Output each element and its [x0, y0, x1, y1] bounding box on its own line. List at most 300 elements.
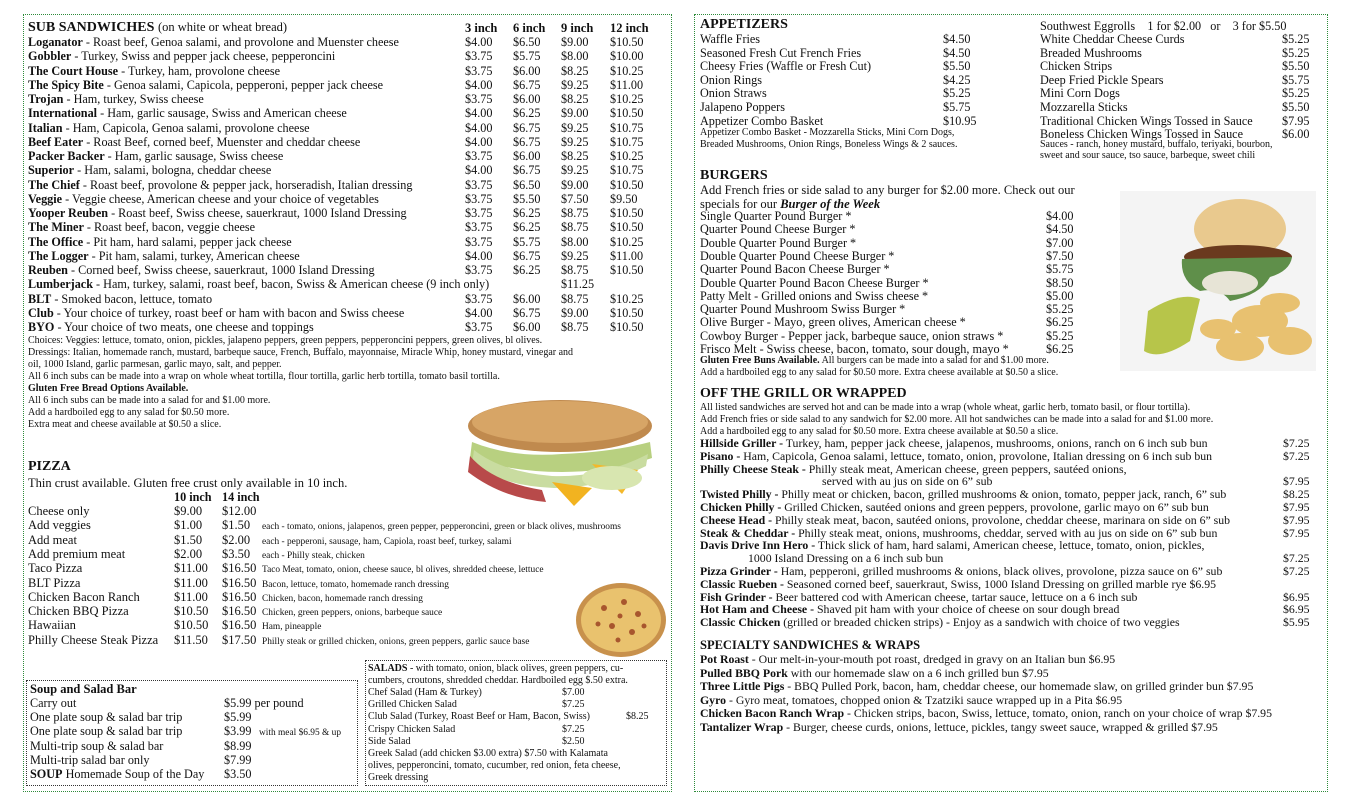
- sub-item-price: $4.00: [465, 77, 493, 92]
- sub-item-price: $8.75: [561, 263, 589, 277]
- burger-name: Double Quarter Pound Cheese Burger *: [700, 248, 895, 263]
- sub-item-price: $3.75: [465, 220, 493, 235]
- pizza-item-name: Add veggies: [28, 518, 91, 533]
- sub-item-price: $11.00: [610, 248, 644, 263]
- greek-salad-3: Greek dressing: [368, 772, 429, 783]
- pizza-item-name: Cheese only: [28, 504, 90, 518]
- soup-item-price: $8.99: [224, 738, 252, 753]
- appetizer-name: Deep Fried Pickle Spears: [1040, 72, 1164, 87]
- specialty-item: [700, 720, 1218, 734]
- appetizer-price: $5.50: [1282, 59, 1310, 74]
- grill-item-desc: Shaved pit ham with your choice of cheese on sour dough bread: [814, 602, 1120, 617]
- burger-price: $5.75: [1046, 262, 1074, 277]
- specialty-item-name: Three Little Pigs: [700, 679, 785, 694]
- appetizer-price: $5.25: [1282, 45, 1310, 60]
- subs-size-3: 12 inch: [610, 21, 649, 35]
- pizza-item-desc: Ham, pineapple: [262, 622, 322, 633]
- pizza-photo: [574, 580, 668, 660]
- grill-item-name: Pisano -: [700, 448, 741, 463]
- pizza-item-price-10: $10.50: [174, 604, 209, 619]
- sub-item-price: $10.00: [610, 49, 644, 64]
- sub-item: [28, 249, 300, 263]
- sub-item-name: The Court House: [28, 63, 119, 78]
- grill-item-name: Fish Grinder -: [700, 589, 773, 604]
- burger-price: $5.25: [1046, 302, 1074, 317]
- sub-item-desc: - Roast beef, Genoa salami, and provolone and Muenster cheese: [82, 35, 399, 49]
- grill-note: All listed sandwiches are served hot and can be made into a wrap (whole wheat, garlic herb, tomato basil, or flour tortilla).: [700, 402, 1191, 413]
- appetizer-name: Chicken Strips: [1040, 59, 1113, 74]
- greek-salad-1: Greek Salad (add chicken $3.00 extra) $7.50 with Kalamata: [368, 748, 608, 759]
- sub-item-name: BLT: [28, 291, 52, 306]
- sub-item: [28, 163, 271, 177]
- grill-item-name: Philly Cheese Steak -: [700, 461, 806, 476]
- soup-bold: SOUP: [30, 767, 63, 781]
- sub-item-price: $6.75: [513, 305, 541, 320]
- subs-header: [28, 19, 287, 36]
- pizza-item-desc: Philly steak or grilled chicken, onions, green peppers, garlic sauce base: [262, 636, 530, 647]
- appetizer-price: $10.95: [943, 113, 977, 128]
- grill-item-desc: 1000 Island Dressing on a 6 inch sub bun: [748, 551, 944, 566]
- burger-name: Quarter Pound Cheese Burger *: [700, 222, 856, 237]
- pizza-item-price-14: $16.50: [222, 589, 257, 604]
- grill-item-price: $6.95: [1283, 589, 1310, 604]
- southwest-eggrolls: Southwest Eggrolls 1 for $2.00 or 3 for $5.50: [1040, 19, 1287, 33]
- soup-item-price: $7.99: [224, 752, 252, 767]
- appetizer-name: Mini Corn Dogs: [1040, 86, 1120, 101]
- sub-item-price: $3.75: [465, 291, 493, 306]
- grill-item-desc: served with au jus on side on 6” sub: [822, 474, 993, 489]
- sub-item-price: $3.75: [465, 234, 493, 249]
- salad-item-name: Chef Salad (Ham & Turkey): [368, 687, 482, 698]
- sub-item-price: $3.75: [465, 320, 493, 334]
- salads-title: SALADS: [368, 663, 408, 674]
- sub-item-name: The Spicy Bite: [28, 77, 104, 92]
- appetizer-name: Seasoned Fresh Cut French Fries: [700, 45, 862, 60]
- grill-item-desc: Philly steak meat, bacon, sautéed onions, provolone, cheddar cheese, marinara on side on 6” sub: [772, 512, 1231, 527]
- grill-item-name: Steak & Cheddar -: [700, 525, 796, 540]
- salad-item-name: Side Salad: [368, 735, 411, 747]
- pizza-item-price-14: $16.50: [222, 575, 257, 590]
- sub-item-price: $10.50: [610, 220, 644, 235]
- sub-item-price: $10.25: [610, 291, 644, 306]
- pizza-item-price-10: $1.50: [174, 532, 203, 547]
- grill-item-name: Hot Ham and Cheese -: [700, 602, 815, 617]
- pizza-item-price-10: $1.00: [174, 518, 203, 533]
- sauce-note-1: Sauces - ranch, honey mustard, buffalo, teriyaki, bourbon,: [1040, 139, 1273, 150]
- appetizer-price: $5.50: [943, 59, 971, 74]
- specialty-item-name: Pulled BBQ Pork: [700, 665, 788, 680]
- appetizer-name: Onion Straws: [700, 86, 767, 101]
- burger-price: $7.00: [1046, 235, 1074, 250]
- sub-item: [28, 178, 412, 192]
- subs-note: oil, 1000 Island, garlic parmesan, garlic mayo, salt, and pepper.: [28, 359, 282, 370]
- pizza-title: PIZZA: [28, 459, 71, 474]
- grill-item-name: Twisted Philly -: [700, 487, 779, 502]
- sub-item-desc: - Pit ham, salami, turkey, American cheese: [88, 248, 300, 263]
- pizza-item-price-14: $1.50: [222, 518, 251, 533]
- sub-item-price: $8.25: [561, 92, 589, 106]
- sub-item-price: $4.00: [465, 163, 493, 178]
- pizza-item-name: Chicken BBQ Pizza: [28, 604, 129, 619]
- salads-intro-2: cumbers, croutons, shredded cheddar. Hardboiled egg $.50 extra.: [368, 675, 628, 686]
- sub-item-price: $10.50: [610, 177, 644, 192]
- grill-item-price: $8.25: [1283, 487, 1310, 502]
- appetizer-name: Onion Rings: [700, 72, 762, 87]
- soup-title: Soup and Salad Bar: [30, 682, 137, 696]
- salads-intro-1: - with tomato, onion, black olives, green peppers, cu-: [407, 663, 624, 674]
- grill-note: Add a hardboiled egg to any salad for $0.50 more. Extra cheese available at $0.50 a slice.: [700, 426, 1059, 438]
- grill-item-name: Chicken Philly -: [700, 500, 782, 514]
- pizza-item-desc: Chicken, bacon, homemade ranch dressing: [262, 593, 423, 604]
- specialty-item-name: Tantalizer Wrap: [700, 720, 784, 734]
- sub-item-desc: - Pit ham, hard salami, pepper jack cheese: [83, 234, 292, 249]
- sub-item-price: $6.00: [513, 63, 541, 78]
- sub-item-name: Veggie: [28, 191, 63, 206]
- burger-name: Patty Melt - Grilled onions and Swiss cheese *: [700, 288, 929, 303]
- sub-item-price: $8.25: [561, 63, 589, 78]
- sub-item-price: $8.75: [561, 320, 589, 334]
- specialty-item-name: Pot Roast: [700, 652, 749, 666]
- sub-item: [28, 320, 314, 334]
- sub-item-price: $10.25: [610, 92, 644, 106]
- sub-item-desc: - Roast beef, bacon, veggie cheese: [83, 220, 256, 235]
- sub-item-name: Packer Backer: [28, 149, 105, 163]
- grill-item-desc: Philly steak meat, American cheese, green peppers, sautéed onions,: [805, 461, 1127, 476]
- grill-item-name: Classic Chicken: [700, 615, 781, 630]
- sub-item: [28, 292, 212, 306]
- burger-name: Quarter Pound Mushroom Swiss Burger *: [700, 302, 906, 317]
- appetizer-name: White Cheddar Cheese Curds: [1040, 32, 1185, 46]
- grill-item-desc: Ham, pepperoni, grilled mushrooms & onions, black olives, provolone, pizza sauce on 6” sub: [777, 564, 1223, 578]
- grill-item-name: Cheese Head -: [700, 512, 773, 527]
- burger-price: $5.00: [1046, 288, 1074, 303]
- sub-item-price: $6.75: [513, 248, 541, 263]
- sub-item-price: $9.00: [561, 177, 589, 192]
- sub-item-price: $8.75: [561, 220, 589, 235]
- appetizer-name: Boneless Chicken Wings Tossed in Sauce: [1040, 127, 1244, 142]
- sub-item-name: Gobbler: [28, 49, 72, 64]
- pizza-size-14: 14 inch: [222, 490, 260, 504]
- appetizer-price: $4.50: [943, 45, 971, 60]
- sub-item-desc: - Your choice of turkey, roast beef or ham with bacon and Swiss cheese: [53, 305, 405, 320]
- sub-item-price: $10.50: [610, 320, 644, 334]
- sub-item-name: Superior: [28, 163, 75, 178]
- salad-item-price: $7.25: [562, 699, 585, 711]
- sub-item-price: $4.00: [465, 305, 493, 320]
- sub-item-price: $10.50: [610, 206, 644, 220]
- sub-item: [28, 106, 347, 120]
- appetizer-price: $5.50: [1282, 100, 1310, 114]
- sub-item-price: $6.00: [513, 320, 541, 334]
- grill-item-name: Hillside Griller -: [700, 436, 784, 450]
- burger-price: $4.50: [1046, 222, 1074, 237]
- soup-item-price: $5.99: [224, 710, 252, 725]
- sub-item: [28, 192, 379, 206]
- burger-name: Quarter Pound Bacon Cheese Burger *: [700, 262, 890, 277]
- sauce-note-2: sweet and sour sauce, tso sauce, barbeque, sweet chili: [1040, 150, 1256, 161]
- grill-item-desc: Philly steak meat, onions, mushrooms, cheddar, served with au jus on side on 6” sub bun: [795, 525, 1218, 540]
- pizza-item-price-14: $2.00: [222, 532, 251, 547]
- sub-item-price: $5.75: [513, 234, 541, 249]
- sub-item-desc: - Roast beef, provolone & pepper jack, horseradish, Italian dressing: [79, 177, 413, 192]
- sub-item: [28, 49, 335, 63]
- sub-item-price: $6.50: [513, 177, 541, 192]
- subs-size-1: 6 inch: [513, 21, 546, 35]
- sub-item-desc: - Corned beef, Swiss cheese, sauerkraut, 1000 Island Dressing: [67, 263, 375, 277]
- salad-item-price: $2.50: [562, 735, 585, 747]
- soup-item-price: $5.99 per pound: [224, 696, 304, 710]
- pizza-item-price-10: $11.00: [174, 589, 208, 604]
- grill-item-desc: Thick slick of ham, hard salami, American cheese, lettuce, tomato, onion, pickles,: [815, 538, 1205, 553]
- burger-name: Frisco Melt - Swiss cheese, bacon, tomato, sour dough, mayo *: [700, 342, 1009, 356]
- sub-item: [28, 206, 407, 220]
- sub-item-price: $6.75: [513, 134, 541, 149]
- pizza-item-price-10: $11.50: [174, 632, 208, 647]
- specialty-item-name: Gyro: [700, 692, 726, 707]
- burger-price: $7.50: [1046, 248, 1074, 263]
- grill-item-desc: Beer battered cod with American cheese, tartar sauce, lettuce on a 6 inch sub: [772, 589, 1138, 604]
- gluten-note: All 6 inch subs can be made into a salad for and $1.00 more.: [28, 395, 271, 406]
- grill-item-price: $7.95: [1283, 500, 1310, 514]
- grill-item-desc: Seasoned corned beef, sauerkraut, Swiss, 1000 Island Dressing on grilled marble rye $6.95: [783, 576, 1217, 591]
- burgers-egg-note: Add a hardboiled egg to any salad for $0.50 more. Extra cheese available at $0.50 a slice.: [700, 367, 1059, 378]
- burgers-title: BURGERS: [700, 168, 768, 183]
- sub-item: [28, 35, 399, 49]
- sub-item-price: $10.75: [610, 120, 644, 135]
- sub-item-name: The Office: [28, 234, 84, 249]
- sub-item-price: $6.75: [513, 120, 541, 135]
- sub-item-price: $8.00: [561, 234, 589, 249]
- specialty-item-name: Chicken Bacon Ranch Wrap: [700, 706, 845, 721]
- sub-item-name: Trojan: [28, 92, 64, 106]
- burger-price: $4.00: [1046, 209, 1074, 223]
- grill-item-price: $5.95: [1283, 615, 1310, 630]
- sub-item-price: $8.00: [561, 49, 589, 64]
- sub-item-name: Yooper Reuben: [28, 206, 109, 220]
- sub-item-desc: - Smoked bacon, lettuce, tomato: [51, 291, 213, 306]
- grill-item-name: Pizza Grinder -: [700, 564, 778, 578]
- sub-item-price: $10.25: [610, 234, 644, 249]
- sub-item-price: $4.00: [465, 248, 493, 263]
- sub-item-price: $6.25: [513, 263, 541, 277]
- burgers-intro-1: Add French fries or side salad to any burger for $2.00 more. Check out our: [700, 183, 1075, 197]
- grill-item: [700, 616, 1180, 629]
- sub-item: [28, 263, 375, 277]
- sub-item-price: $6.25: [513, 106, 541, 121]
- pizza-item-desc: Bacon, lettuce, tomato, homemade ranch dressing: [262, 579, 449, 590]
- sub-item-name: Beef Eater: [28, 134, 84, 149]
- pizza-item-price-14: $17.50: [222, 632, 257, 647]
- sub-item-price: $10.50: [610, 35, 644, 49]
- burgers-gf-rest: All burgers can be made into a salad for and $1.00 more.: [819, 355, 1049, 366]
- sub-item-price: $5.50: [513, 191, 541, 206]
- pizza-size-10: 10 inch: [174, 490, 212, 504]
- sub-sandwich-photo: [462, 392, 656, 508]
- specialty-item-desc: - Gyro meat, tomatoes, chopped onion & Tzatziki sauce wrapped up in a Pita $6.95: [726, 692, 1123, 707]
- sub-item-price: $3.75: [465, 49, 493, 64]
- burger-name: Olive Burger - Mayo, green olives, American cheese *: [700, 315, 966, 330]
- sub-item-price: $9.50: [610, 191, 638, 206]
- sub-item-price: $9.25: [561, 163, 589, 178]
- grill-note: Add French fries or side salad to any sandwich for $2.00 more. All hot sandwiches can be made into a salad for and $1.00 more.: [700, 414, 1214, 426]
- sub-item-price: $7.50: [561, 191, 589, 206]
- sub-item-price: $4.00: [465, 134, 493, 149]
- soup-of-the-day-price: $3.50: [224, 767, 252, 781]
- burger-name: Double Quarter Pound Bacon Cheese Burger *: [700, 275, 929, 290]
- sub-item-price: $3.75: [465, 63, 493, 78]
- sub-item-price: $4.00: [465, 35, 493, 49]
- appetizer-name: Waffle Fries: [700, 32, 761, 46]
- sub-item-price: $8.75: [561, 206, 589, 220]
- sub-item-desc: - Ham, garlic sausage, Swiss cheese: [104, 149, 284, 163]
- specialty-item-desc: - Burger, cheese curds, onions, lettuce, pickles, tangy sweet sauce, wrapped & grilled $7.95: [783, 720, 1218, 734]
- appetizer-name: Traditional Chicken Wings Tossed in Sauce: [1040, 113, 1253, 128]
- appetizer-name: Breaded Mushrooms: [1040, 45, 1142, 60]
- sub-item-name: The Miner: [28, 220, 84, 235]
- grill-item-price: $7.25: [1283, 564, 1310, 578]
- sub-item-price: $9.25: [561, 120, 589, 135]
- pizza-item-name: Taco Pizza: [28, 561, 83, 576]
- pizza-item-name: Add premium meat: [28, 546, 126, 561]
- grill-item-desc: Grilled Chicken, sautéed onions and green peppers, provolone, garlic mayo on 6” sub bun: [781, 500, 1209, 514]
- pizza-item-desc: each - Philly steak, chicken: [262, 550, 365, 561]
- pizza-item-price-14: $16.50: [222, 561, 257, 576]
- appetizer-price: $5.25: [1282, 86, 1310, 101]
- specialty-item-desc: with our homemade slaw on a 6 inch grilled bun $7.95: [787, 665, 1049, 680]
- appetizer-price: $5.75: [1282, 72, 1310, 87]
- pizza-item-name: Hawaiian: [28, 618, 76, 633]
- specialty-title: SPECIALTY SANDWICHES & WRAPS: [700, 638, 921, 652]
- sub-item-name: Reuben: [28, 263, 68, 277]
- specialty-item: [700, 652, 1115, 666]
- sub-item: [28, 121, 310, 135]
- appetizer-price: $4.25: [943, 72, 971, 87]
- burger-of-the-week: Burger of the Week: [780, 197, 881, 211]
- pizza-item-price-10: $11.00: [174, 575, 208, 590]
- gluten-note: Extra meat and cheese available at $0.50 a slice.: [28, 419, 222, 430]
- burger-name: Double Quarter Pound Burger *: [700, 235, 857, 250]
- sub-item-price: $10.50: [610, 263, 644, 277]
- appetizer-name: Jalapeno Poppers: [700, 100, 785, 114]
- subs-title-note: (on white or wheat bread): [157, 20, 288, 34]
- pizza-item-price-10: $10.50: [174, 618, 209, 633]
- burger-photo: [1120, 191, 1316, 371]
- subs-title: SUB SANDWICHES: [28, 20, 155, 35]
- specialty-item: [700, 693, 1122, 707]
- grill-item-name: Davis Drive Inn Hero -: [700, 538, 816, 553]
- sub-item-price: $10.50: [610, 106, 644, 121]
- specialty-item: [700, 706, 1272, 720]
- sub-item-name: BYO: [28, 320, 55, 334]
- sub-item-desc: - Ham, turkey, salami, roast beef, bacon, Swiss & American cheese (9 inch only): [93, 277, 490, 292]
- sub-item-desc: - Roast beef, Swiss cheese, sauerkraut, 1000 Island Dressing: [108, 206, 407, 220]
- sub-item: [28, 277, 489, 291]
- grill-item-price: $7.95: [1283, 474, 1310, 489]
- pizza-item-name: Chicken Bacon Ranch: [28, 589, 140, 604]
- sub-item-price: $3.75: [465, 149, 493, 163]
- sub-item-desc: - Turkey, ham, provolone cheese: [118, 63, 281, 78]
- specialty-item: [700, 679, 1253, 693]
- burger-price: $5.25: [1046, 328, 1074, 343]
- soup-of-the-day: [30, 767, 204, 781]
- grill-item-price: $7.25: [1283, 436, 1310, 450]
- appetizer-name: Mozzarella Sticks: [1040, 100, 1128, 114]
- sub-item: [28, 235, 292, 249]
- sub-item-price: $9.25: [561, 248, 589, 263]
- salads-intro: [368, 663, 623, 675]
- grill-item-desc: Philly meat or chicken, bacon, grilled mushrooms & onion, tomato, pepper jack, ranch, 6” sub: [778, 487, 1227, 502]
- salad-item-name: Grilled Chicken Salad: [368, 699, 457, 711]
- pizza-item-price-10: $11.00: [174, 561, 208, 576]
- pizza-item-price-14: $12.00: [222, 504, 257, 518]
- pizza-item-name: Add meat: [28, 532, 77, 547]
- subs-note: Choices: Veggies: lettuce, tomato, onion, pickles, jalapeno peppers, green peppers, pepperoncini peppers, green olives, bl olives.: [28, 335, 543, 346]
- sub-item-price: $8.25: [561, 149, 589, 163]
- appetizer-price: $5.25: [943, 86, 971, 101]
- sub-item-price: $10.25: [610, 149, 644, 163]
- grill-item-desc: Turkey, ham, pepper jack cheese, jalapenos, mushrooms, onions, ranch on 6 inch sub bun: [783, 436, 1208, 450]
- burgers-gf-note: [700, 355, 1049, 367]
- pizza-item-price-14: $16.50: [222, 618, 257, 633]
- sub-item-price: $3.75: [465, 263, 493, 277]
- specialty-item-desc: - Chicken strips, bacon, Swiss, lettuce, tomato, onion, ranch on your choice of wrap $7.95: [844, 706, 1272, 721]
- grill-item-price: $7.95: [1283, 512, 1310, 527]
- sub-item-price: $10.75: [610, 134, 644, 149]
- pizza-item-price-10: $9.00: [174, 504, 203, 518]
- sub-item: [28, 135, 360, 149]
- gluten-free-title: Gluten Free Bread Options Available.: [28, 383, 189, 394]
- sub-item-name: Club: [28, 305, 54, 320]
- sub-item: [28, 92, 204, 106]
- sub-item-price: $11.00: [610, 77, 644, 92]
- sub-item-price: $3.75: [465, 92, 493, 106]
- specialty-item-desc: - Our melt-in-your-mouth pot roast, dredged in gravy on an Italian bun $6.95: [748, 652, 1116, 666]
- salad-item-price: $8.25: [626, 711, 649, 723]
- pizza-item-desc: each - pepperoni, sausage, ham, Capiola, roast beef, turkey, salami: [262, 536, 512, 547]
- grill-item-price: $6.95: [1283, 602, 1310, 617]
- salad-item-name: Crispy Chicken Salad: [368, 723, 456, 735]
- sub-item: [28, 306, 404, 320]
- pizza-item-name: Philly Cheese Steak Pizza: [28, 632, 159, 647]
- sub-item-desc: - Veggie cheese, American cheese and your choice of vegetables: [62, 191, 379, 206]
- sub-item-desc: - Ham, garlic sausage, Swiss and American cheese: [97, 106, 347, 121]
- sub-item-price: $4.00: [465, 120, 493, 135]
- appetizer-name: Appetizer Combo Basket: [700, 113, 824, 128]
- subs-size-0: 3 inch: [465, 21, 498, 35]
- sub-item: [28, 64, 280, 78]
- grill-item-name: Classic Rueben -: [700, 576, 784, 591]
- sub-item-desc: - Ham, Capicola, Genoa salami, provolone cheese: [62, 120, 310, 135]
- burger-price: $6.25: [1046, 315, 1074, 330]
- salad-item-price: $7.00: [562, 687, 585, 698]
- burger-price: $8.50: [1046, 275, 1074, 290]
- sub-item: [28, 78, 383, 92]
- appetizer-price: $5.25: [1282, 32, 1310, 46]
- sub-item-price: $3.75: [465, 206, 493, 220]
- sub-item-price: $9.25: [561, 134, 589, 149]
- sub-item-price: $6.00: [513, 92, 541, 106]
- specialty-item: [700, 666, 1049, 680]
- soup-item-name: One plate soup & salad bar trip: [30, 710, 183, 725]
- pizza-item-price-10: $2.00: [174, 546, 203, 561]
- grill-title: OFF THE GRILL OR WRAPPED: [700, 386, 907, 401]
- sub-item-price: $10.75: [610, 163, 644, 178]
- pizza-item-price-14: $3.50: [222, 546, 251, 561]
- sub-item-name: Loganator: [28, 35, 83, 49]
- sub-item-desc: - Turkey, Swiss and pepper jack cheese, pepperoncini: [71, 49, 336, 64]
- appetizer-name: Cheesy Fries (Waffle or Fresh Cut): [700, 59, 872, 74]
- sub-item-desc: - Your choice of two meats, one cheese and toppings: [54, 320, 314, 334]
